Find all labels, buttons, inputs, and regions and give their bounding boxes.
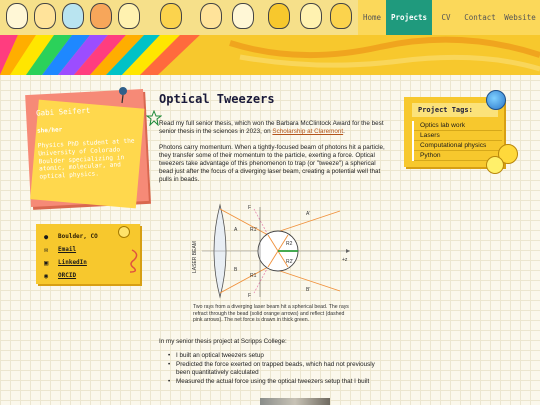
nav-home[interactable]: Home (358, 0, 386, 35)
profile-name: Gabi Seifert (35, 105, 91, 118)
contact-linkedin (44, 256, 132, 269)
bird-doodle-icon (232, 3, 254, 29)
nav-contact[interactable]: Contact (460, 0, 500, 35)
figure-label-a: A (234, 227, 238, 233)
bird-doodle-icon (118, 3, 140, 29)
profile-bio: Physics PhD student at the University of Colorado Boulder specializing in atomic, molecular, and optical physics. (37, 137, 135, 181)
profile-card (25, 89, 149, 207)
seahorse-doodle-icon (122, 248, 142, 274)
tag-list (412, 121, 502, 161)
figure-label-r2: R2 (286, 241, 293, 247)
intro-paragraph (159, 120, 391, 136)
list-item: • Measured the actual force using the optical tweezers setup that I built (168, 377, 370, 385)
tag-lasers[interactable]: Lasers (414, 131, 502, 141)
intro-suffix: . (343, 127, 345, 135)
map-pin-icon: ● (44, 232, 49, 241)
bird-doodle-icon (90, 3, 112, 29)
list-item-text: I built an optical tweezers setup (176, 352, 264, 359)
figure-label-f-bottom: F (248, 293, 252, 299)
bird-doodle-icon (330, 3, 352, 29)
article (159, 92, 391, 192)
section-lead: In my senior thesis project at Scripps College: (159, 338, 287, 345)
figure-label-a-prime: A' (306, 211, 311, 217)
body-paragraph: Photons carry momentum. When a tightly-focused beam of photons hit a particle, they transfer some of their momentum to the particle, exerting a force. Optical tweezers take advantage of this phenomenon to trap (or "tweeze") a spherical bead just after the focus of a diverging laser beam, creating a potential well that pulls in beads. (159, 143, 385, 183)
figure-label-r2-prime: R2' (286, 259, 294, 265)
bird-doodle-icon (300, 3, 322, 29)
globe-sticker-icon (486, 90, 506, 110)
main-nav (358, 0, 540, 35)
figure-label-z: +z (342, 257, 348, 263)
nav-cv[interactable]: CV (432, 0, 460, 35)
figure-label-r1-prime: R1' (250, 227, 258, 233)
linkedin-icon: ▣ (44, 258, 49, 267)
smiley-sticker-icon (486, 156, 504, 174)
contact-orcid (44, 269, 132, 282)
list-item-text: Measured the actual force using the optical tweezers setup that I built (176, 377, 370, 385)
thesis-bullet-list (168, 352, 390, 386)
tag-computational-physics[interactable]: Computational physics (414, 141, 502, 151)
rainbow-stripe-banner (0, 35, 540, 75)
bird-doodle-icon (6, 3, 28, 29)
list-item: • Predicted the force exerted on trapped beads, which had not previously been quantitatively calculated (168, 361, 390, 377)
nav-projects[interactable]: Projects (386, 0, 432, 35)
smiley-sticker-icon (118, 226, 130, 238)
figure-caption: Two rays from a diverging laser beam hit a spherical bead. The rays refract through the bead (solid orange arrows) and reflect (dashed pink arrows). The net force is drawn in thick green. (193, 304, 349, 323)
contact-location-text: Boulder, CO (58, 233, 98, 240)
bird-doodle-icon (200, 3, 222, 29)
profile-pronouns: she/her (36, 126, 63, 135)
rainbow-stripes-graphic (0, 35, 540, 75)
figure-label-b: B (234, 267, 238, 273)
bird-doodle-icon (160, 3, 182, 29)
envelope-icon: ✉ (44, 245, 49, 254)
figure-label-r1: R1 (250, 273, 257, 279)
setup-photo (260, 398, 330, 405)
bird-doodle-icon (268, 3, 290, 29)
contact-email (44, 243, 132, 256)
figure-label-laser-beam: LASER BEAM (192, 241, 198, 273)
page-title: Optical Tweezers (159, 92, 275, 106)
orcid-icon: ◉ (44, 271, 49, 280)
scholarship-link[interactable]: Scholarship at Claremont (272, 127, 344, 135)
list-item-text: Predicted the force exerted on trapped beads, which had not previously been quantitatively calculated (176, 360, 375, 376)
email-link[interactable]: Email (58, 246, 77, 253)
orcid-link[interactable]: ORCID (58, 272, 77, 279)
figure-label-f-top: F (248, 205, 252, 211)
bird-doodle-icon (62, 3, 84, 29)
header-banner (0, 0, 540, 35)
tag-python[interactable]: Python (414, 151, 502, 161)
nav-website[interactable]: Website (500, 0, 540, 35)
figure-label-b-prime: B' (306, 287, 311, 293)
intro-text: Read my full senior thesis, which won the Barbara McClintock Award for the best senior thesis in the sciences in 2023, on (159, 120, 384, 135)
list-item: • I built an optical tweezers setup (168, 352, 264, 359)
linkedin-link[interactable]: LinkedIn (58, 259, 87, 266)
pushpin-icon (118, 86, 128, 104)
optical-tweezers-diagram (190, 203, 358, 299)
tags-header: Project Tags: (412, 103, 498, 117)
bird-doodle-icon (34, 3, 56, 29)
tag-optics-lab-work[interactable]: Optics lab work (414, 121, 502, 131)
